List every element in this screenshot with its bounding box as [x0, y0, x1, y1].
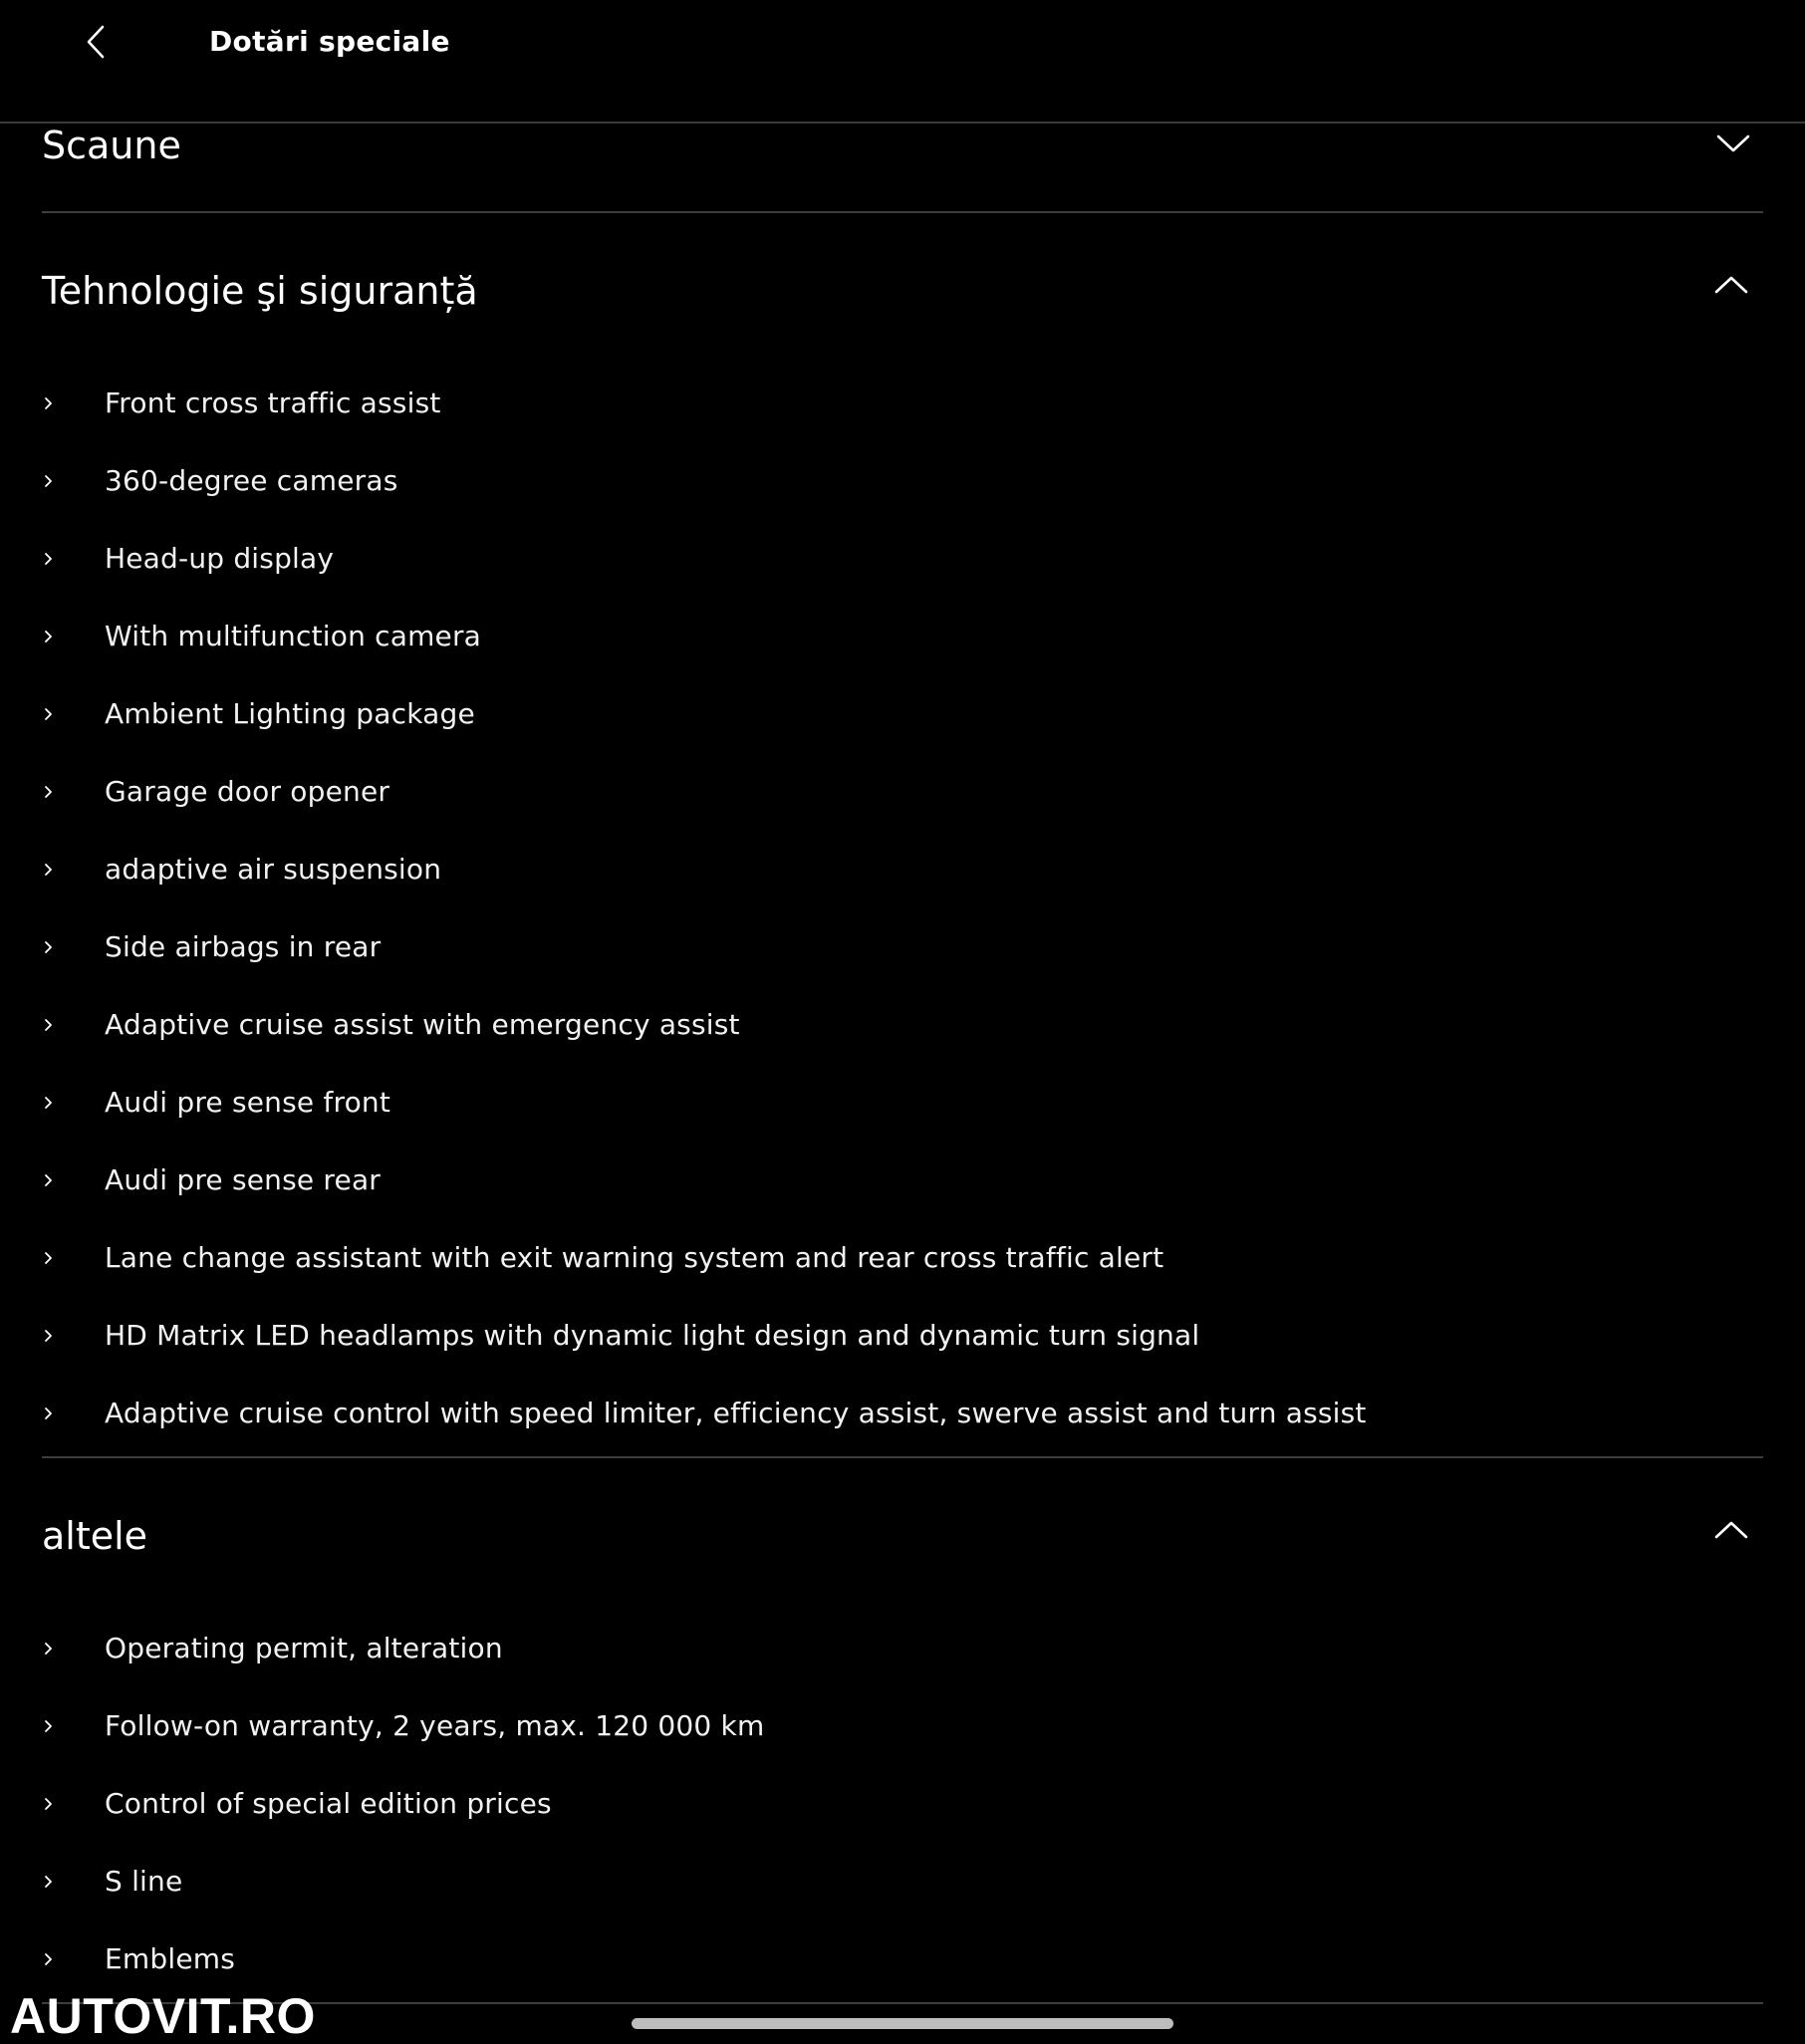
list-item-label: Follow-on warranty, 2 years, max. 120 000 km [105, 1709, 765, 1742]
list-item-label: Garage door opener [105, 775, 390, 808]
chevron-right-icon [42, 782, 56, 802]
list-item-label: Adaptive cruise assist with emergency assist [105, 1008, 740, 1041]
page-title: Dotări speciale [209, 25, 450, 58]
list-item[interactable] [42, 1375, 1763, 1452]
list-item[interactable] [42, 675, 1763, 753]
section-header-altele[interactable] [42, 1502, 1763, 1574]
list-item[interactable] [42, 1219, 1763, 1297]
section-header-scaune[interactable] [42, 114, 1763, 185]
back-button[interactable] [72, 18, 120, 66]
chevron-right-icon [42, 1326, 56, 1346]
tehnologie-item-list [42, 365, 1763, 1452]
list-item[interactable] [42, 1920, 1763, 1998]
list-item[interactable] [42, 753, 1763, 831]
section-title: altele [42, 1514, 148, 1558]
chevron-right-icon [42, 471, 56, 491]
list-item-label: 360-degree cameras [105, 464, 398, 497]
chevron-left-icon [85, 24, 107, 60]
chevron-right-icon [42, 1170, 56, 1190]
list-item[interactable] [42, 520, 1763, 598]
list-item[interactable] [42, 908, 1763, 986]
list-item-label: Audi pre sense front [105, 1086, 391, 1119]
chevron-right-icon [42, 1949, 56, 1969]
list-item-label: Emblems [105, 1942, 236, 1975]
top-bar [0, 0, 1805, 124]
list-item-label: Ambient Lighting package [105, 697, 475, 730]
list-item-label: HD Matrix LED headlamps with dynamic light design and dynamic turn signal [105, 1319, 1200, 1352]
list-item[interactable] [42, 598, 1763, 675]
chevron-right-icon [42, 1404, 56, 1423]
list-item-label: Side airbags in rear [105, 930, 382, 963]
watermark-logo: AUTOVIT.RO [10, 1988, 316, 2044]
list-item-label: With multifunction camera [105, 620, 482, 652]
list-item-label: Operating permit, alteration [105, 1632, 503, 1664]
list-item[interactable] [42, 1064, 1763, 1142]
list-item[interactable] [42, 831, 1763, 908]
chevron-down-icon [1713, 124, 1753, 163]
chevron-right-icon [42, 704, 56, 724]
chevron-right-icon [42, 1093, 56, 1113]
chevron-right-icon [42, 937, 56, 957]
list-item-label: Front cross traffic assist [105, 386, 441, 419]
chevron-right-icon [42, 393, 56, 413]
section-divider [42, 1456, 1763, 1458]
chevron-right-icon [42, 1716, 56, 1736]
chevron-right-icon [42, 1639, 56, 1659]
list-item-label: adaptive air suspension [105, 853, 442, 886]
list-item-label: S line [105, 1865, 183, 1898]
list-item[interactable] [42, 365, 1763, 442]
chevron-right-icon [42, 1872, 56, 1892]
list-item-label: Head-up display [105, 542, 335, 575]
list-item[interactable] [42, 1765, 1763, 1843]
list-item[interactable] [42, 442, 1763, 520]
list-item[interactable] [42, 1610, 1763, 1687]
section-divider [42, 211, 1763, 213]
list-item[interactable] [42, 986, 1763, 1064]
list-item-label: Adaptive cruise control with speed limiter, efficiency assist, swerve assist and turn assist [105, 1397, 1367, 1429]
chevron-right-icon [42, 1015, 56, 1035]
list-item-label: Audi pre sense rear [105, 1163, 382, 1196]
chevron-up-icon [1711, 265, 1751, 305]
home-indicator [632, 2018, 1173, 2029]
list-item-label: Lane change assistant with exit warning system and rear cross traffic alert [105, 1241, 1164, 1274]
chevron-up-icon [1711, 1510, 1751, 1550]
chevron-right-icon [42, 860, 56, 880]
chevron-right-icon [42, 1248, 56, 1268]
list-item[interactable] [42, 1843, 1763, 1920]
altele-item-list [42, 1610, 1763, 1998]
list-item[interactable] [42, 1142, 1763, 1219]
list-item[interactable] [42, 1687, 1763, 1765]
list-item[interactable] [42, 1297, 1763, 1375]
section-title: Scaune [42, 124, 181, 167]
chevron-right-icon [42, 549, 56, 569]
list-item-label: Control of special edition prices [105, 1787, 552, 1820]
chevron-right-icon [42, 627, 56, 646]
section-header-tehnologie[interactable] [42, 257, 1763, 329]
chevron-right-icon [42, 1794, 56, 1814]
section-title: Tehnologie şi siguranță [42, 269, 478, 313]
